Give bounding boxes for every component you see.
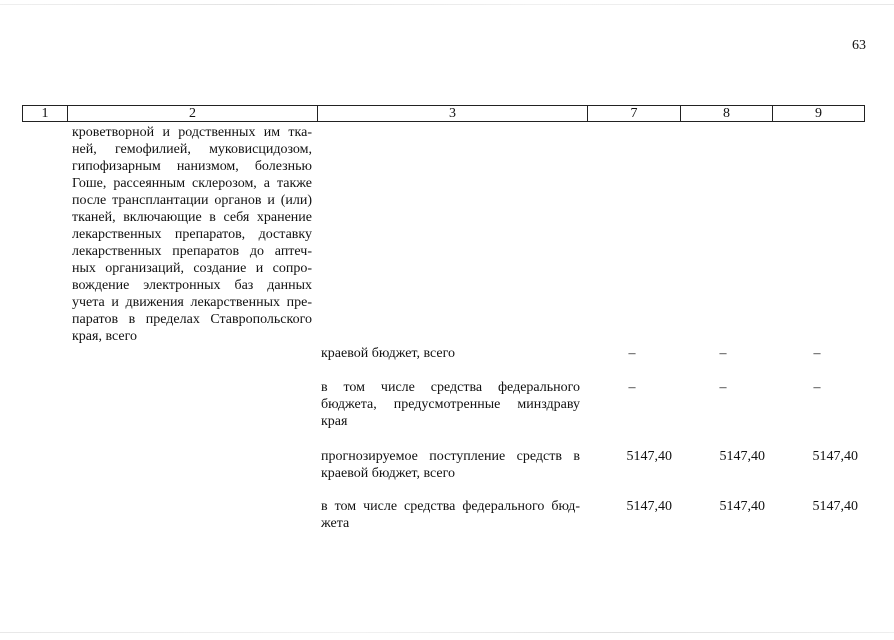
header-cell-col3: 3: [318, 106, 588, 122]
header-row: [23, 106, 865, 122]
scan-edge-bottom: [0, 632, 894, 633]
header-cell-col7: 7: [588, 106, 681, 122]
page-number: 63: [852, 38, 866, 53]
header-cell-col9: 9: [773, 106, 865, 122]
row-value-col9: 5147,40: [812, 499, 858, 514]
row-value-col9: 5147,40: [812, 449, 858, 464]
row-value-col8: 5147,40: [719, 499, 765, 514]
row-value-col8: –: [719, 346, 727, 361]
row-label-federal-funds: в том числе средства федерального бюд-жета: [321, 499, 580, 531]
row-value-col9: –: [813, 346, 821, 361]
scan-edge-top: [0, 4, 894, 5]
row-label-regional-budget: краевой бюджет, всего: [321, 346, 456, 361]
row-value-col7: –: [628, 380, 636, 395]
row-value-col9: –: [813, 380, 821, 395]
row-value-col7: –: [628, 346, 636, 361]
row-label-forecast-revenue: прогнозируемое поступление средств в краевой бюджет, всего: [321, 449, 580, 481]
row-label-federal-funds-ministry: в том числе средства федерального бюджета, предусмотренные минздраву края: [321, 380, 580, 429]
header-cell-col1: 1: [23, 106, 68, 122]
header-cell-col2: 2: [68, 106, 318, 122]
measure-description: кроветворной и родственных им тка-ней, гемофилией, муковисцидозом, гипофизарным нанизмом, болезнью Гоше, рассеянным склерозом, а также после трансплантации органов и (или) тканей, включающие в себя хранение лекарственных препаратов, доставку лекарственных препаратов до аптеч-ных организаций, создание и сопро-вождение электронных баз данных учета и движения лекарственных пре-паратов в пределах Ставропольского края, всего: [72, 125, 312, 344]
row-value-col7: 5147,40: [626, 449, 672, 464]
row-value-col8: –: [719, 380, 727, 395]
row-value-col7: 5147,40: [626, 499, 672, 514]
table-column-header: [22, 105, 865, 122]
header-cell-col8: 8: [681, 106, 773, 122]
row-value-col8: 5147,40: [719, 449, 765, 464]
